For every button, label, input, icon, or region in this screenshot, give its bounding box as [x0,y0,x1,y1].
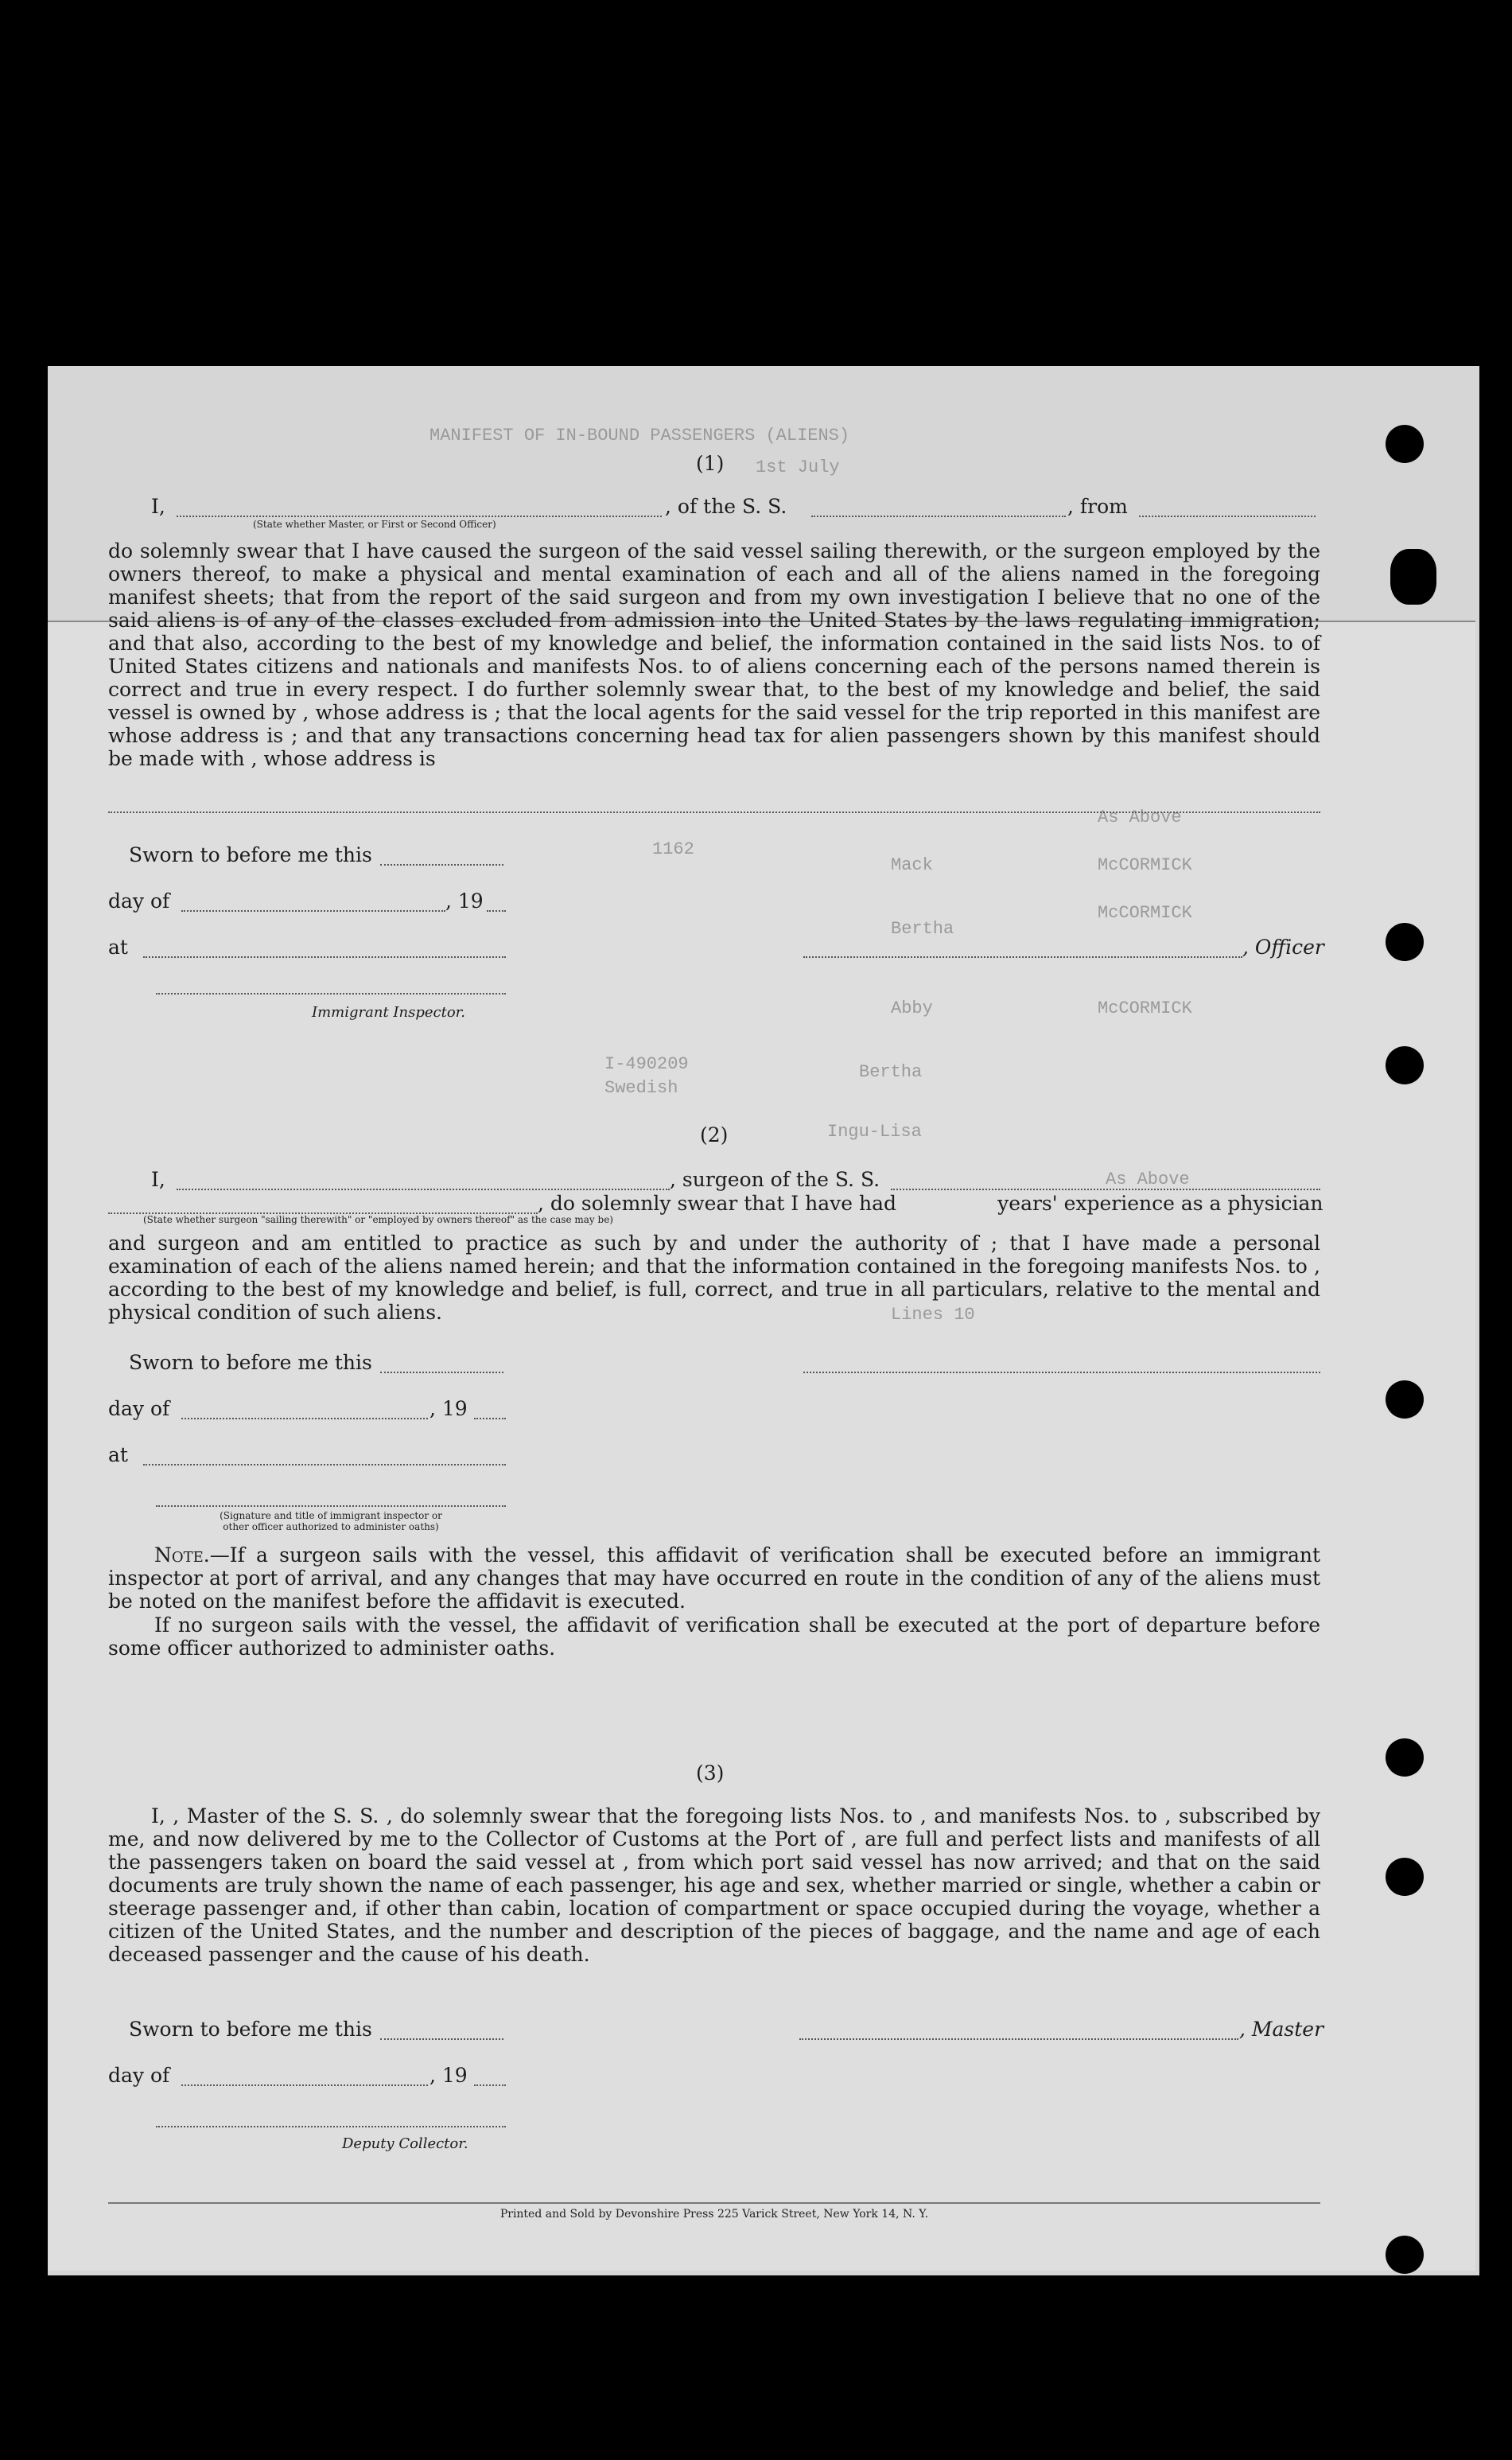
punch-hole [1386,923,1424,961]
rank-caption: (State whether Master, or First or Second Officer) [253,519,496,530]
bleed-mark: Bertha [859,1062,923,1082]
surgeon-signature-field[interactable] [803,1372,1320,1373]
section-3-sworn-day-field[interactable] [380,2038,503,2040]
note-text: —If a surgeon sails with the vessel, this affidavit of verification shall be executed before an immigrant inspector at port of arrival, and any changes that may have occurred en route in the condition of any of the aliens must be noted on the manifest before the affidavit is executed. [108,1543,1320,1613]
bleed-mark: McCORMICK [1098,998,1192,1018]
punch-hole [1386,2275,1424,2314]
punch-hole [1390,549,1436,605]
section-1-year: , 19 [445,889,484,913]
section-3-sworn: Sworn to before me this [129,2018,372,2041]
bleed-mark: Ingu-Lisa [827,1122,922,1142]
master-signature-field[interactable] [799,2038,1238,2040]
section-3-year: , 19 [430,2064,468,2087]
inspector-signature-field[interactable] [156,993,506,995]
sworn-month-field[interactable] [181,910,445,912]
master-name-field[interactable] [177,516,662,517]
note-paragraph-2: If no surgeon sails with the vessel, the affidavit of verification shall be executed at the port of departure before some officer authorized to administer oaths. [108,1613,1320,1660]
section-3-month-field[interactable] [181,2084,428,2086]
punch-hole [1386,2236,1424,2274]
note-label: Note. [154,1543,210,1567]
section-2-paragraph: and surgeon and am entitled to practice as such by and under the authority of ; that I have made a personal examination of each of the aliens named herein; and that the information contained in the foregoing manifests Nos. to , according to the best of my knowledge and belief, is full, correct, and true in all particulars, relative to the mental and physical condition of such aliens. [108,1232,1320,1324]
section-2-month-field[interactable] [181,1418,428,1419]
section-3-number: (3) [696,1761,725,1785]
section-1-number: (1) [696,452,725,475]
section-1-paragraph: do solemnly swear that I have caused the surgeon of the said vessel sailing therewith, or the surgeon employed by the owners thereof, to make a physical and mental examination of each and all of the aliens named in the foregoing manifest sheets; that from the report of the said surgeon and from my own investigation I believe that no one of the said aliens is of any of the classes excluded from admission into the United States by the laws regulating immigration; and that also, according to the best of my knowledge and belief, the information contained in the said lists Nos. to of United States citizens and nationals and manifests Nos. to of aliens concerning each of the persons named therein is correct and true in every respect. I do further solemnly swear that, to the best of my knowledge and belief, the said vessel is owned by , whose address is ; that the local agents for the said vessel for the trip reported in this manifest are whose address is ; and that any transactions concerning head tax for alien passengers shown by this manifest should be made with , whose address is [108,539,1320,770]
sig-caption-1: (Signature and title of immigrant inspector or [220,1510,442,1521]
bleed-mark: McCORMICK [1098,903,1192,923]
footer-rule [108,2202,1320,2204]
section-2-inspector-field[interactable] [156,1505,506,1507]
master-label: , Master [1239,2018,1324,2041]
officer-label: , Officer [1242,936,1324,959]
from-label: , from [1067,495,1128,518]
sig-caption-2: other officer authorized to administer oaths) [223,1521,439,1532]
punch-hole [1386,1380,1424,1419]
bleed-mark: Swedish [604,1078,678,1098]
note-paragraph-1 [108,1543,1320,1613]
punch-hole [1386,1046,1424,1084]
section-2-day-of: day of [108,1397,170,1420]
bleed-mark: Bertha [891,919,954,939]
section-3-day-of: day of [108,2064,170,2087]
section-2-year: , 19 [430,1397,468,1420]
vessel-label: , of the S. S. [665,495,787,518]
sworn-place-field[interactable] [143,956,506,958]
section-1-day-of: day of [108,889,170,913]
section-2-year-field[interactable] [474,1418,506,1419]
section-3-paragraph: I, , Master of the S. S. , do solemnly swear that the foregoing lists Nos. to , and manifests Nos. to , subscribed by me, and now delivered by me to the Collector of Customs at the Port of , are full and perfect lists and manifests of all the passengers taken on board the said vessel at , from which port said vessel has now arrived; and that on the said documents are truly shown the name of each passenger, his age and sex, whether married or single, whether a cabin or steerage passenger and, if other than cabin, location of compartment or space occupied during the voyage, whether a citizen of the United States, and the number and description of the pieces of baggage, and the name and age of each deceased passenger and the cause of his death. [108,1804,1320,1966]
section-2-at: at [108,1443,128,1466]
section-1-i: I, [151,495,165,518]
bleed-mark: Abby [891,998,933,1018]
bleed-mark: Lines 10 [891,1305,975,1325]
printer-credit: Printed and Sold by Devonshire Press 225 Varick Street, New York 14, N. Y. [499,2208,929,2221]
section-3-year-field[interactable] [474,2084,506,2086]
punch-hole [1386,425,1424,463]
bleed-mark: McCORMICK [1098,855,1192,875]
surgeon-of-label: , surgeon of the S. S. [670,1168,880,1191]
section-1-sworn: Sworn to before me this [129,843,372,866]
bleed-mark: I-490209 [604,1054,689,1074]
sworn-day-field[interactable] [380,864,503,866]
immigrant-inspector-label: Immigrant Inspector. [312,1004,466,1021]
surgeon-vessel-field[interactable] [891,1189,1320,1190]
bleed-mark: 1162 [652,839,694,859]
vessel-name-field[interactable] [811,516,1066,517]
bleed-header-1: MANIFEST OF IN-BOUND PASSENGERS (ALIENS) [430,426,850,446]
section-2-number: (2) [700,1123,729,1146]
punch-hole [1386,1738,1424,1777]
officer-signature-field[interactable] [803,956,1242,958]
surgeon-line-2: , do solemnly swear that I have had years' experience as a physician [538,1192,1323,1215]
surgeon-name-field[interactable] [177,1189,670,1190]
section-2-i: I, [151,1168,165,1191]
section-2-place-field[interactable] [143,1464,506,1465]
section-1-at: at [108,936,128,959]
bleed-header-2: 1st July [756,457,840,477]
sworn-year-field[interactable] [487,910,506,912]
deputy-collector-label: Deputy Collector. [342,2135,468,2152]
section-2-sworn-day-field[interactable] [380,1372,503,1373]
address-continued-field[interactable] [108,812,1320,813]
surgeon-caption: (State whether surgeon "sailing therewith" or "employed by owners thereof" as the case may be) [143,1214,613,1225]
bleed-mark: As Above [1106,1170,1190,1189]
bleed-mark: As Above [1098,808,1182,827]
section-2-sworn: Sworn to before me this [129,1351,372,1374]
from-port-field[interactable] [1139,516,1316,517]
punch-hole [1386,1858,1424,1896]
bleed-mark: Mack [891,855,933,875]
deputy-signature-field[interactable] [156,2126,506,2127]
